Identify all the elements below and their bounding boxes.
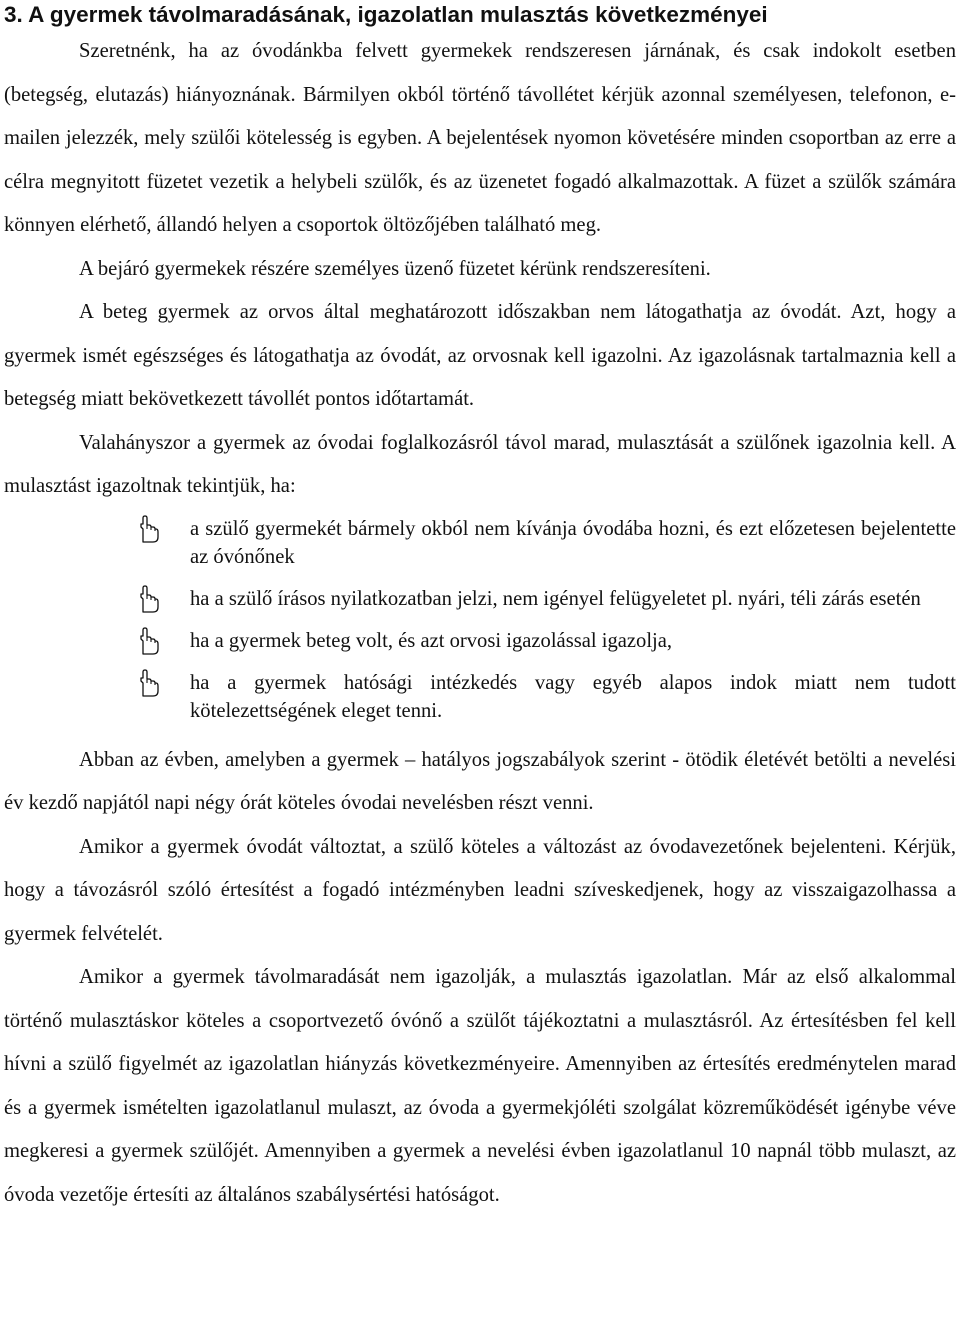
paragraph-absence-justification: Valahányszor a gyermek az óvodai foglalkozásról távol marad, mulasztását a szülőnek igazolnia kell. A mulasztást igazoltnak tekintjük, ha: <box>4 431 956 497</box>
pointing-hand-icon <box>136 669 160 697</box>
pointing-hand-icon <box>136 515 160 543</box>
paragraph-compulsory-attendance: Abban az évben, amelyben a gyermek – hatályos jogszabályok szerint - ötödik életévét betölti a nevelési év kezdő napjától napi négy órát köteles óvodai nevelésben részt venni. <box>4 748 956 814</box>
list-item-text: ha a gyermek hatósági intézkedés vagy egyéb alapos indok miatt nem tudott kötelezettségének eleget tenni. <box>190 671 956 722</box>
list-item <box>4 585 956 613</box>
paragraph-attendance: Szeretnénk, ha az óvodánkba felvett gyermekek rendszeresen járnának, és csak indokolt esetben (betegség, elutazás) hiányoznának. Bármilyen okból történő távollétet kérjük azonnal személyesen, telefonon, e-mailen jelezzék, mely szülői kötelesség is egyben. A bejelentések nyomon követésére minden csoportban az erre a célra megnyitott füzetet vezetik a helybeli szülők, és az üzenetet fogadó alkalmazottak. A füzet a szülők számára könnyen elérhető, állandó helyen a csoportok öltözőjében található meg. <box>4 40 956 236</box>
list-item <box>4 627 956 655</box>
paragraph-commuter-notebook: A bejáró gyermekek részére személyes üzenő füzetet kérünk rendszeresíteni. <box>79 257 711 280</box>
paragraph-changing-kindergarten: Amikor a gyermek óvodát változtat, a szülő köteles a változást az óvodavezetőnek bejelenteni. Kérjük, hogy a távozásról szóló értesítést a fogadó intézményben leadni szíveskedjenek, hogy az visszaigazolhassa a gyermek felvételét. <box>4 835 956 945</box>
pointing-hand-icon <box>136 585 160 613</box>
justified-absence-list <box>4 515 956 725</box>
pointing-hand-icon <box>136 627 160 655</box>
paragraph-unjustified-absence: Amikor a gyermek távolmaradását nem igazolják, a mulasztás igazolatlan. Már az első alkalommal történő mulasztáskor köteles a csoportvezető óvónő a szülőt tájékoztatni a mulasztásról. Az értesítésben fel kell hívni a szülő figyelmét az igazolatlan hiányzás következményeire. Amennyiben az értesítés eredménytelen marad és a gyermek ismételten igazolatlanul mulaszt, az óvoda a gyermekjóléti szolgálat közreműködését igénybe véve megkeresi a gyermek szülőjét. Amennyiben a gyermek a nevelési évben igazolatlanul 10 napnál több mulaszt, az óvoda vezetője értesíti az általános szabálysértési hatóságot. <box>4 966 956 1206</box>
list-item-text: ha a gyermek beteg volt, és azt orvosi igazolással igazolja, <box>190 629 673 652</box>
list-item-text: ha a szülő írásos nyilatkozatban jelzi, nem igényel felügyeletet pl. nyári, téli zárás esetén <box>190 587 921 610</box>
list-item <box>4 669 956 725</box>
section-heading: 3. A gyermek távolmaradásának, igazolatlan mulasztás következményei <box>4 2 768 27</box>
list-item <box>4 515 956 571</box>
paragraph-sick-child: A beteg gyermek az orvos által meghatározott időszakban nem látogathatja az óvodát. Azt, hogy a gyermek ismét egészséges és látogathatja az óvodát, az orvosnak kell igazolni. Az igazolásnak tartalmaznia kell a betegség miatt bekövetkezett távollét pontos időtartamát. <box>4 301 956 410</box>
list-item-text: a szülő gyermekét bármely okból nem kívánja óvodába hozni, és ezt előzetesen bejelentette az óvónőnek <box>190 517 956 568</box>
